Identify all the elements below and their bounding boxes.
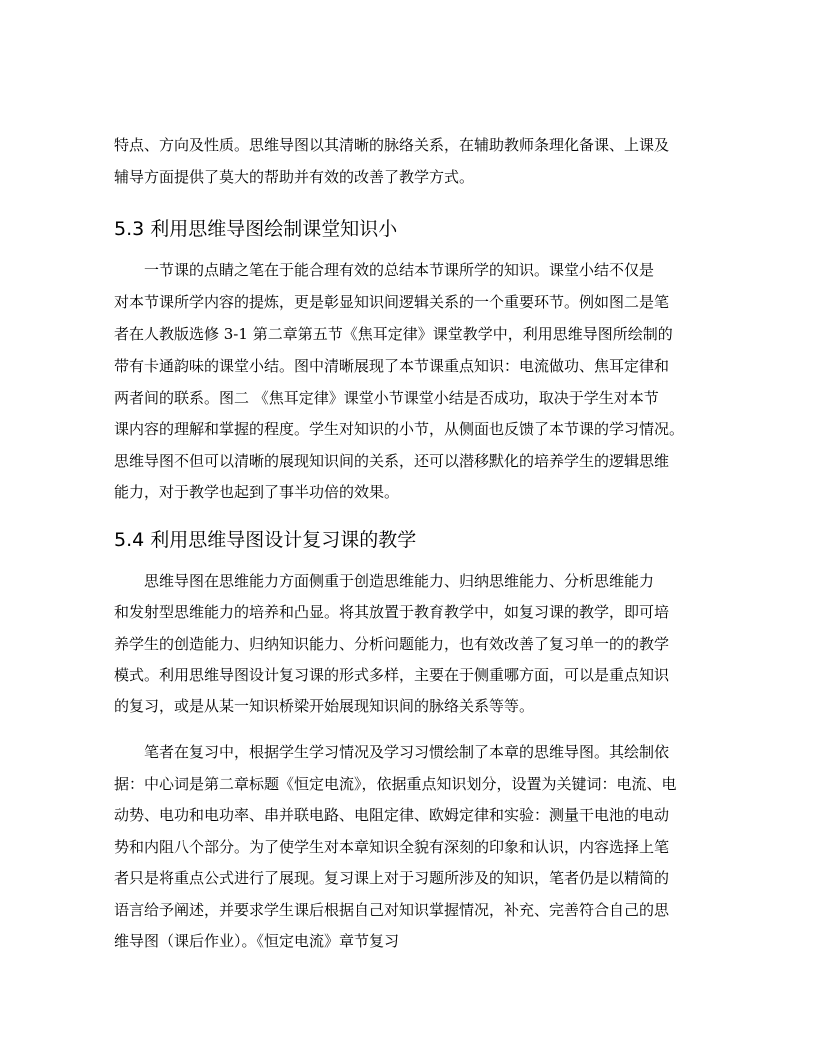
text-line: 维导图（课后作业）。《恒定电流》章节复习 xyxy=(114,932,400,950)
text-line: 者在人教版选修 3-1 第二章第五节《焦耳定律》课堂教学中，利用思维导图所绘制的 xyxy=(114,325,673,343)
text-line: 思维导图不但可以清晰的展现知识间的关系，还可以潜移默化的培养学生的逻辑思维 xyxy=(114,452,670,470)
text-line: 动势、电功和电功率、串并联电路、电阻定律、欧姆定律和实验：测量干电池的电动 xyxy=(114,806,670,824)
section-heading-5-4: 5.4 利用思维导图设计复习课的教学 xyxy=(114,529,417,551)
text-line: 和发射型思维能力的培养和凸显。将其放置于教育教学中，如复习课的教学，即可培 xyxy=(114,603,670,621)
text-line: 对本节课所学内容的提炼，更是彰显知识间逻辑关系的一个重要环节。例如图二是笔 xyxy=(114,293,670,311)
text-line: 课内容的理解和掌握的程度。学生对知识的小节，从侧面也反馈了本节课的学习情况。 xyxy=(114,420,685,438)
text-line: 辅导方面提供了莫大的帮助并有效的改善了教学方式。 xyxy=(114,168,475,186)
text-line: 笔者在复习中，根据学生学习情况及学习习惯绘制了本章的思维导图。其绘制依 xyxy=(144,743,670,761)
text-line: 特点、方向及性质。思维导图以其清晰的脉络关系，在辅助教师条理化备课、上课及 xyxy=(114,136,670,154)
text-line: 带有卡通韵味的课堂小结。图中清晰展现了本节课重点知识：电流做功、焦耳定律和 xyxy=(114,357,670,375)
section-heading-5-3: 5.3 利用思维导图绘制课堂知识小 xyxy=(114,218,398,240)
text-line: 据：中心词是第二章标题《恒定电流》，依据重点知识划分，设置为关键词：电流、电 xyxy=(114,775,677,793)
text-line: 两者间的联系。图二 《焦耳定律》课堂小节课堂小结是否成功，取决于学生对本节 xyxy=(114,389,659,407)
text-line: 能力，对于教学也起到了事半功倍的效果。 xyxy=(114,483,400,501)
text-line: 思维导图在思维能力方面侧重于创造思维能力、归纳思维能力、分析思维能力 xyxy=(144,572,655,590)
text-line: 一节课的点睛之笔在于能合理有效的总结本节课所学的知识。课堂小结不仅是 xyxy=(144,261,655,279)
text-line: 模式。利用思维导图设计复习课的形式多样，主要在于侧重哪方面，可以是重点知识 xyxy=(114,666,670,684)
text-line: 者只是将重点公式进行了展现。复习课上对于习题所涉及的知识，笔者仍是以精简的 xyxy=(114,869,670,887)
text-line: 势和内阻八个部分。为了使学生对本章知识全貌有深刻的印象和认识，内容选择上笔 xyxy=(114,838,670,856)
text-line: 养学生的创造能力、归纳知识能力、分析问题能力，也有效改善了复习单一的的教学 xyxy=(114,635,670,653)
text-line: 语言给予阐述，并要求学生课后根据自己对知识掌握情况，补充、完善符合自己的思 xyxy=(114,901,670,919)
text-line: 的复习，或是从某一知识桥梁开始展现知识间的脉络关系等等。 xyxy=(114,697,535,715)
